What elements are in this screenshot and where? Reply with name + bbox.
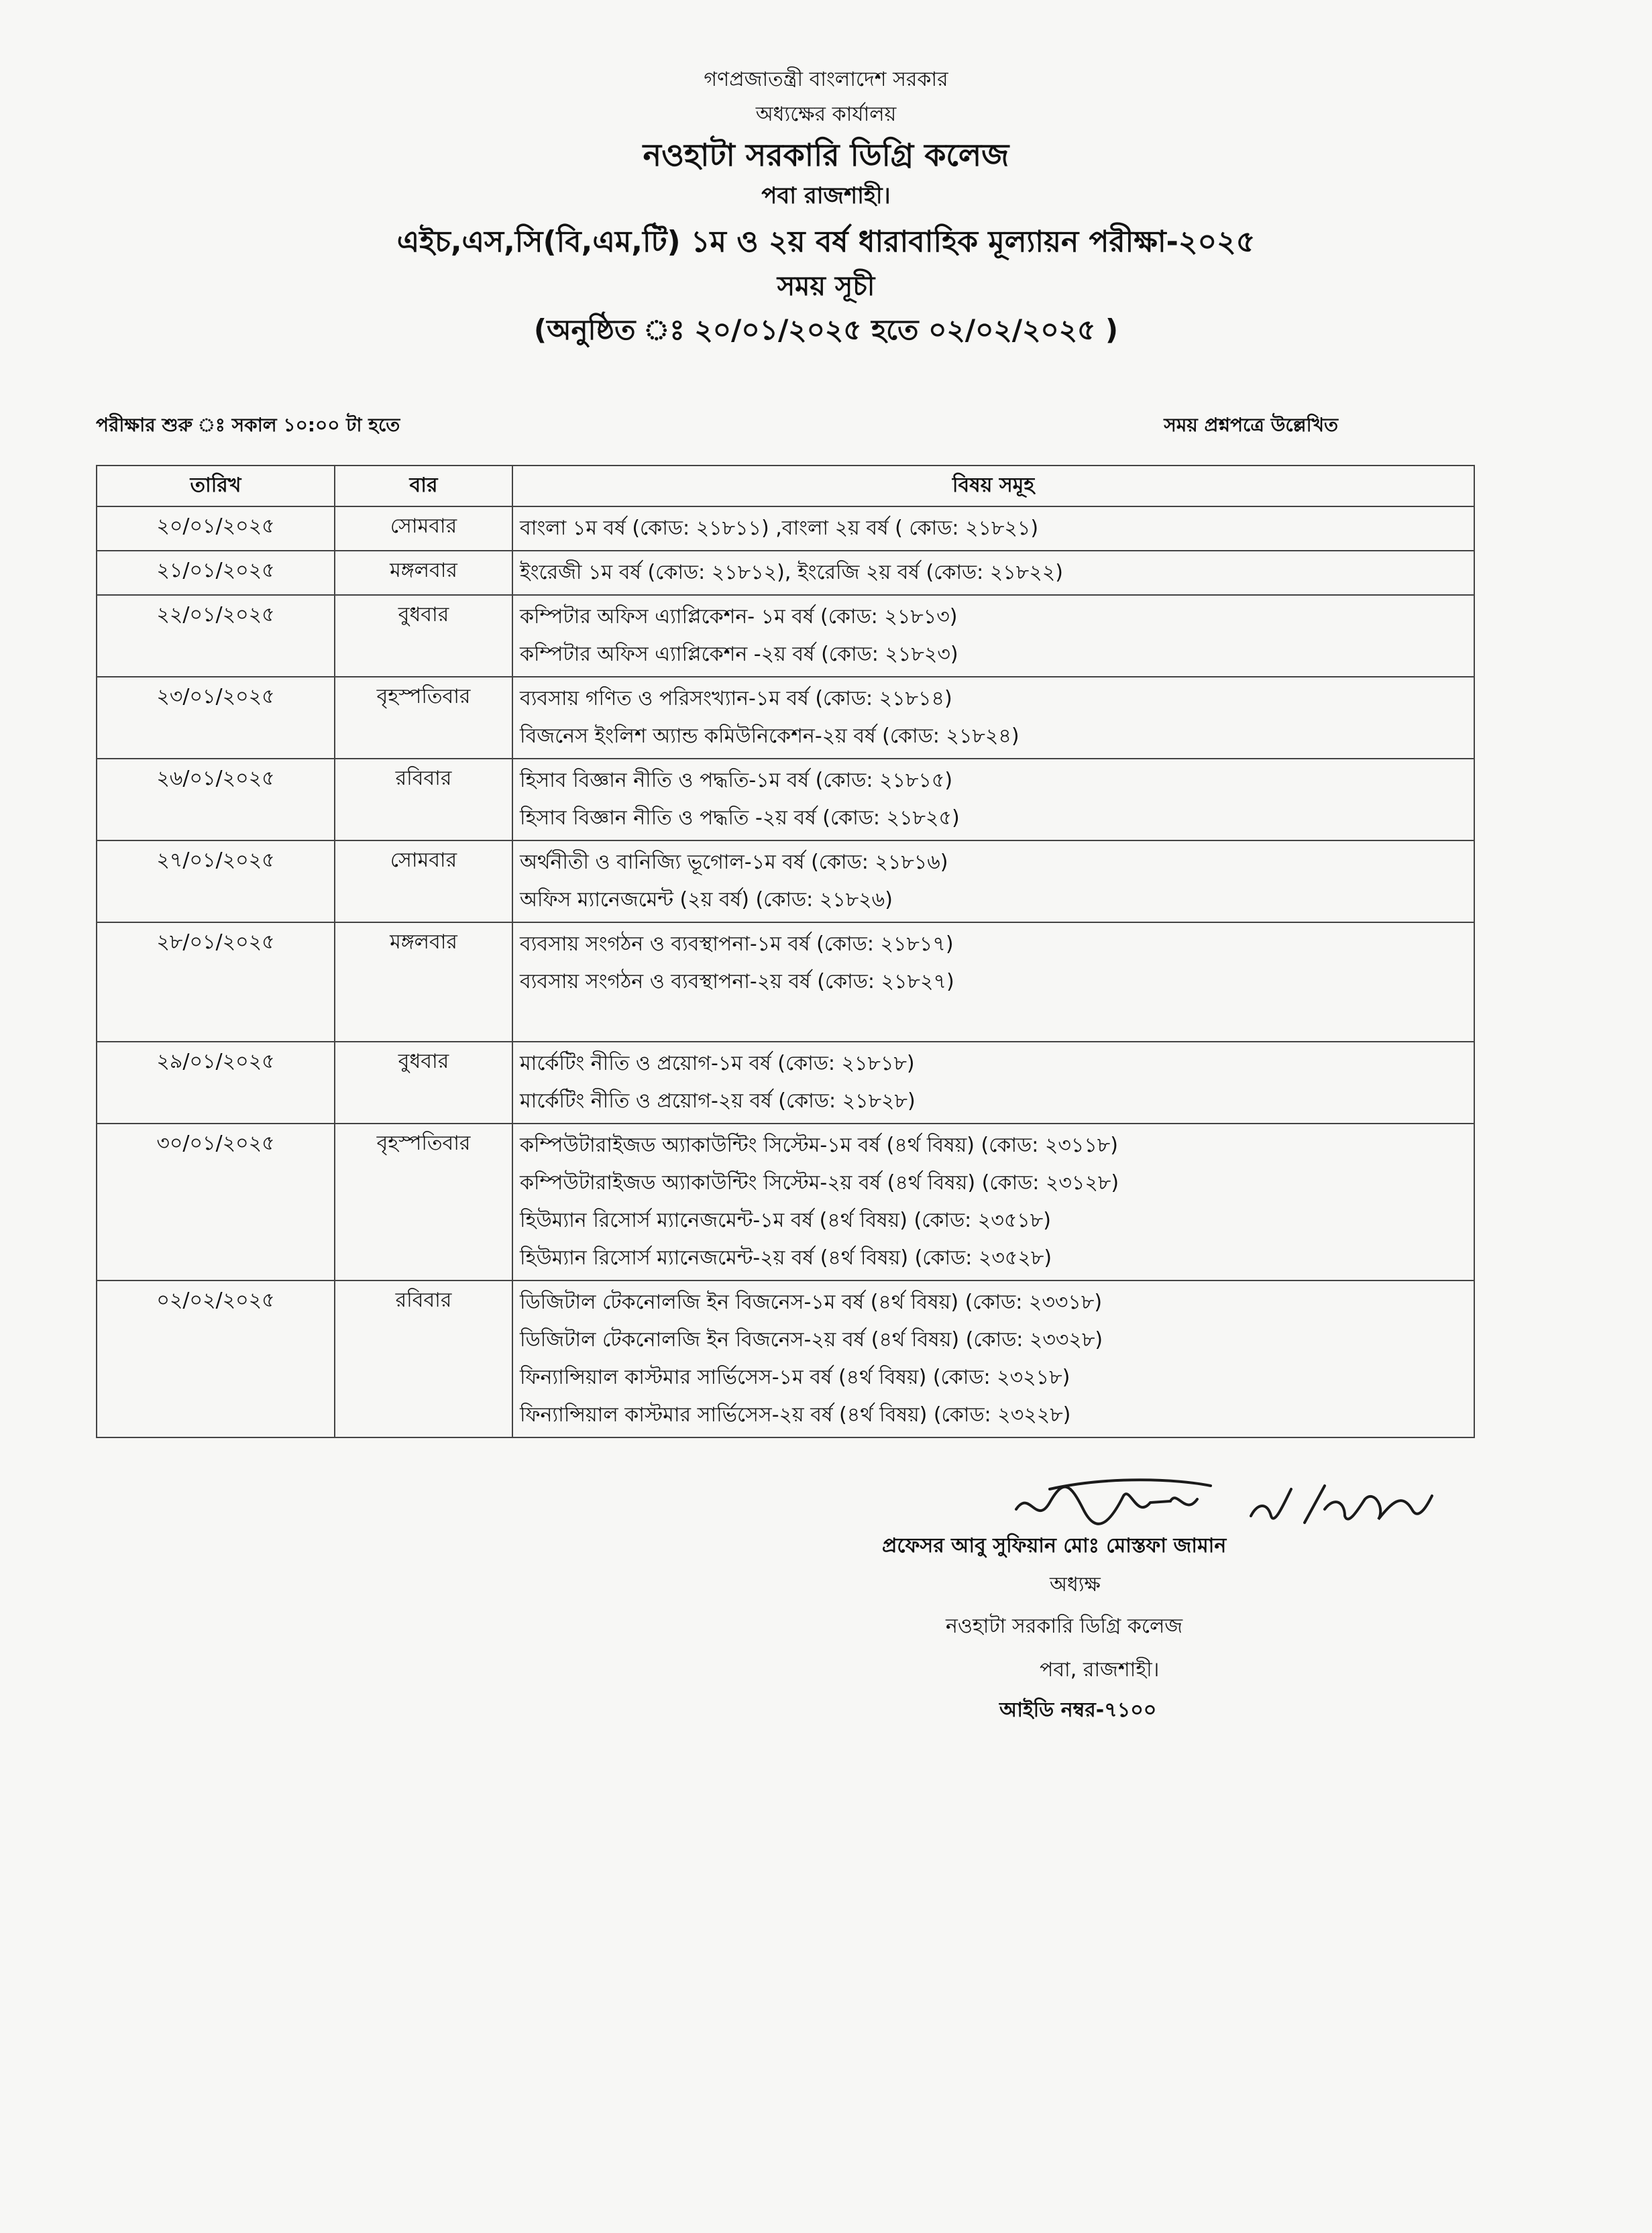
- exam-subjects: [512, 677, 1474, 759]
- exam-subjects: [512, 506, 1474, 551]
- subject-line: হিসাব বিজ্ঞান নীতি ও পদ্ধতি-১ম বর্ষ (কোড: ২১৮১৫): [520, 769, 953, 792]
- subject-line: ইংরেজী ১ম বর্ষ (কোড: ২১৮১২), ইংরেজি ২য় বর্ষ (কোড: ২১৮২২): [520, 561, 1063, 584]
- exam-date: ২৮/০১/২০২৫: [97, 922, 335, 1042]
- subject-line: বিজনেস ইংলিশ অ্যান্ড কমিউনিকেশন-২য় বর্ষ (কোড: ২১৮২৪): [520, 724, 1020, 748]
- exam-day: মঙ্গলবার: [335, 922, 512, 1042]
- exam-date: ৩০/০১/২০২৫: [97, 1124, 335, 1281]
- subject-line: কম্পিটার অফিস এ্যাপ্লিকেশন- ১ম বর্ষ (কোড: ২১৮১৩): [520, 605, 958, 629]
- subject-line: ফিন্যান্সিয়াল কাস্টমার সার্ভিসেস-১ম বর্ষ (৪র্থ বিষয়) (কোড: ২৩২১৮): [520, 1366, 1070, 1389]
- exam-date: ২১/০১/২০২৫: [97, 551, 335, 595]
- table-row: [97, 551, 1474, 595]
- subject-line: ব্যবসায় সংগঠন ও ব্যবস্থাপনা-১ম বর্ষ (কোড: ২১৮১৭): [520, 932, 954, 956]
- signature-place: পবা, রাজশাহী।: [1040, 1658, 1160, 1682]
- table-row: [97, 595, 1474, 677]
- table-row: [97, 1042, 1474, 1124]
- subject-line: হিউম্যান রিসোর্স ম্যানেজমেন্ট-১ম বর্ষ (৪র্থ বিষয়) (কোড: ২৩৫১৮): [520, 1209, 1051, 1232]
- exam-date: ২৬/০১/২০২৫: [97, 759, 335, 840]
- exam-date: ২০/০১/২০২৫: [97, 506, 335, 551]
- exam-date: ২৯/০১/২০২৫: [97, 1042, 335, 1124]
- subject-line: বাংলা ১ম বর্ষ (কোড: ২১৮১১) ,বাংলা ২য় বর্ষ ( কোড: ২১৮২১): [520, 516, 1039, 540]
- subject-line: কম্পিটার অফিস এ্যাপ্লিকেশন -২য় বর্ষ (কোড: ২১৮২৩): [520, 643, 958, 666]
- subject-line: ফিন্যান্সিয়াল কাস্টমার সার্ভিসেস-২য় বর্ষ (৪র্থ বিষয়) (কোড: ২৩২২৮): [520, 1403, 1071, 1427]
- subject-line: হিসাব বিজ্ঞান নীতি ও পদ্ধতি -২য় বর্ষ (কোড: ২১৮২৫): [520, 806, 960, 830]
- table-row: [97, 759, 1474, 840]
- table-row: [97, 1124, 1474, 1281]
- exam-subjects: [512, 840, 1474, 922]
- subjects-column-header: বিষয় সমূহ: [512, 466, 1474, 506]
- held-period: (অনুষ্ঠিত ঃ ২০/০১/২০২৫ হতে ০২/০২/২০২৫ ): [533, 313, 1119, 346]
- principal-title: অধ্যক্ষ: [1050, 1573, 1101, 1596]
- document-header: [0, 67, 1652, 348]
- exam-title: এইচ,এস,সি(বি,এম,টি) ১ম ও ২য় বর্ষ ধারাবাহিক মূল্যায়ন পরীক্ষা-২০২৫: [396, 225, 1256, 259]
- subject-line: ব্যবসায় গণিত ও পরিসংখ্যান-১ম বর্ষ (কোড: ২১৮১৪): [520, 687, 952, 710]
- table-row: [97, 677, 1474, 759]
- exam-subjects: [512, 922, 1474, 1042]
- exam-day: বুধবার: [335, 1042, 512, 1124]
- exam-day: রবিবার: [335, 759, 512, 840]
- table-row: [97, 840, 1474, 922]
- date-column-header: তারিখ: [97, 466, 335, 506]
- principal-name: প্রফেসর আবু সুফিয়ান মোঃ মোস্তফা জামান: [882, 1534, 1227, 1558]
- exam-date: ২২/০১/২০২৫: [97, 595, 335, 677]
- start-time-note: পরীক্ষার শুরু ঃ সকাল ১০:০০ টা হতে: [96, 414, 400, 436]
- exam-subjects: [512, 759, 1474, 840]
- subject-line: কম্পিউটারাইজড অ্যাকাউন্টিং সিস্টেম-২য় বর্ষ (৪র্থ বিষয়) (কোড: ২৩১২৮): [520, 1171, 1119, 1195]
- subject-line: ডিজিটাল টেকনোলজি ইন বিজনেস-২য় বর্ষ (৪র্থ বিষয়) (কোড: ২৩৩২৮): [520, 1328, 1103, 1352]
- duration-note: সময় প্রশ্নপত্রে উল্লেখিত: [1164, 414, 1338, 436]
- table-header-row: [97, 466, 1474, 506]
- subject-line: মার্কেটিং নীতি ও প্রয়োগ-২য় বর্ষ (কোড: ২১৮২৮): [520, 1089, 916, 1113]
- government-line: গণপ্রজাতন্ত্রী বাংলাদেশ সরকার: [704, 68, 948, 91]
- college-name: নওহাটা সরকারি ডিগ্রি কলেজ: [643, 137, 1009, 173]
- day-column-header: বার: [335, 466, 512, 506]
- exam-subjects: [512, 1124, 1474, 1281]
- subject-line: অফিস ম্যানেজমেন্ট (২য় বর্ষ) (কোড: ২১৮২৬): [520, 888, 893, 912]
- exam-subjects: [512, 1281, 1474, 1437]
- subject-line: কম্পিউটারাইজড অ্যাকাউন্টিং সিস্টেম-১ম বর্ষ (৪র্থ বিষয়) (কোড: ২৩১১৮): [520, 1134, 1118, 1157]
- exam-day: বৃহস্পতিবার: [335, 1124, 512, 1281]
- exam-day: বুধবার: [335, 595, 512, 677]
- exam-subjects: [512, 595, 1474, 677]
- table-row: [97, 922, 1474, 1042]
- exam-subjects: [512, 551, 1474, 595]
- exam-day: সোমবার: [335, 840, 512, 922]
- subject-line: ডিজিটাল টেকনোলজি ইন বিজনেস-১ম বর্ষ (৪র্থ বিষয়) (কোড: ২৩৩১৮): [520, 1291, 1103, 1314]
- schedule-title: সময় সূচী: [777, 271, 875, 302]
- table-row: [97, 1281, 1474, 1437]
- exam-date: ২৩/০১/২০২৫: [97, 677, 335, 759]
- exam-day: মঙ্গলবার: [335, 551, 512, 595]
- subject-line: ব্যবসায় সংগঠন ও ব্যবস্থাপনা-২য় বর্ষ (কোড: ২১৮২৭): [520, 970, 954, 993]
- exam-date: ০২/০২/২০২৫: [97, 1281, 335, 1437]
- signature-college: নওহাটা সরকারি ডিগ্রি কলেজ: [946, 1615, 1183, 1638]
- exam-day: সোমবার: [335, 506, 512, 551]
- exam-schedule-table: [96, 465, 1475, 1438]
- exam-date: ২৭/০১/২০২৫: [97, 840, 335, 922]
- exam-day: রবিবার: [335, 1281, 512, 1437]
- subject-line: [520, 1001, 1467, 1038]
- subject-line: অর্থনীতী ও বানিজ্যি ভূগোল-১ম বর্ষ (কোড: ২১৮১৬): [520, 851, 948, 874]
- schedule-body: [97, 506, 1474, 1437]
- subject-line: হিউম্যান রিসোর্স ম্যানেজমেন্ট-২য় বর্ষ (৪র্থ বিষয়) (কোড: ২৩৫২৮): [520, 1246, 1052, 1270]
- office-line: অধ্যক্ষের কার্যালয়: [755, 102, 897, 126]
- exam-day: বৃহস্পতিবার: [335, 677, 512, 759]
- principal-id: আইডি নম্বর-৭১০০: [999, 1698, 1157, 1722]
- table-row: [97, 506, 1474, 551]
- subject-line: মার্কেটিং নীতি ও প্রয়োগ-১ম বর্ষ (কোড: ২১৮১৮): [520, 1052, 915, 1075]
- exam-subjects: [512, 1042, 1474, 1124]
- college-place: পবা রাজশাহী।: [761, 182, 891, 209]
